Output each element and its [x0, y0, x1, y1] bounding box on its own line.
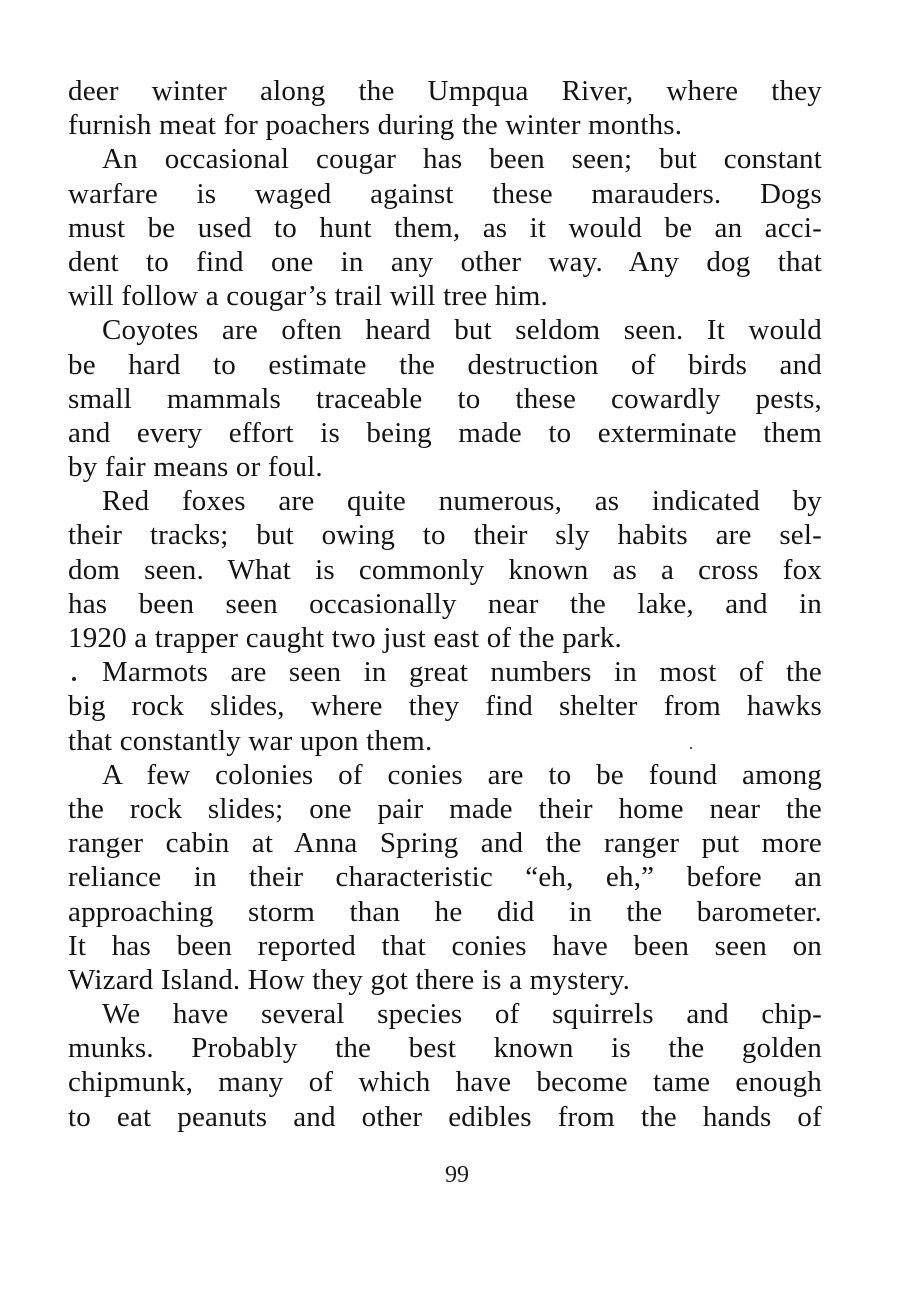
text-line: dom seen. What is commonly known as a cross fox — [68, 553, 822, 586]
paragraph-deer — [68, 74, 822, 142]
text-line: to eat peanuts and other edibles from the hands of — [68, 1100, 822, 1133]
text-line: be hard to estimate the destruction of birds and — [68, 348, 822, 381]
text-line: reliance in their characteristic “eh, eh,” before an — [68, 861, 822, 894]
text-line: the rock slides; one pair made their home near the — [68, 792, 822, 825]
text-line: furnish meat for poachers during the winter months. — [68, 109, 683, 142]
text-line: It has been reported that conies have been seen on — [68, 929, 822, 962]
text-line: warfare is waged against these marauders. Dogs — [68, 177, 822, 210]
scan-speck — [72, 677, 76, 681]
scan-speck — [690, 747, 692, 749]
text-line: big rock slides, where they find shelter from hawks — [68, 690, 822, 723]
paragraph-squirrels — [68, 997, 822, 1134]
text-line: dent to find one in any other way. Any dog that — [68, 245, 822, 278]
text-line: and every effort is being made to exterminate them — [68, 416, 822, 449]
page-number: 99 — [445, 1162, 469, 1188]
text-line: small mammals traceable to these cowardly pests, — [68, 382, 822, 415]
paragraph-marmots — [68, 655, 822, 758]
text-line: Wizard Island. How they got there is a mystery. — [68, 963, 631, 996]
text-line: An occasional cougar has been seen; but constant — [102, 143, 822, 176]
text-line: Coyotes are often heard but seldom seen. It would — [102, 314, 822, 347]
text-line: Marmots are seen in great numbers in most of the — [102, 656, 822, 689]
body-text — [68, 74, 822, 1134]
paragraph-red-foxes — [68, 484, 822, 655]
text-line: We have several species of squirrels and chip- — [102, 998, 822, 1031]
text-line: ranger cabin at Anna Spring and the ranger put more — [68, 827, 822, 860]
paragraph-conies — [68, 758, 822, 997]
text-line: that constantly war upon them. — [68, 724, 433, 757]
text-line: chipmunk, many of which have become tame enough — [68, 1066, 822, 1099]
text-line: by fair means or foul. — [68, 451, 323, 484]
paragraph-cougar — [68, 142, 822, 313]
paragraph-coyotes — [68, 313, 822, 484]
text-line: 1920 a trapper caught two just east of the park. — [68, 622, 622, 654]
text-line: has been seen occasionally near the lake, and in — [68, 587, 822, 620]
text-line: munks. Probably the best known is the golden — [68, 1032, 822, 1065]
text-line: their tracks; but owing to their sly habits are sel- — [68, 519, 822, 552]
text-line: approaching storm than he did in the barometer. — [68, 895, 822, 928]
text-line: will follow a cougar’s trail will tree him. — [68, 280, 549, 313]
text-line: deer winter along the Umpqua River, where they — [68, 75, 822, 107]
text-line: must be used to hunt them, as it would be an acci- — [68, 211, 822, 244]
text-line: A few colonies of conies are to be found among — [102, 758, 822, 791]
text-line: Red foxes are quite numerous, as indicated by — [102, 485, 822, 518]
